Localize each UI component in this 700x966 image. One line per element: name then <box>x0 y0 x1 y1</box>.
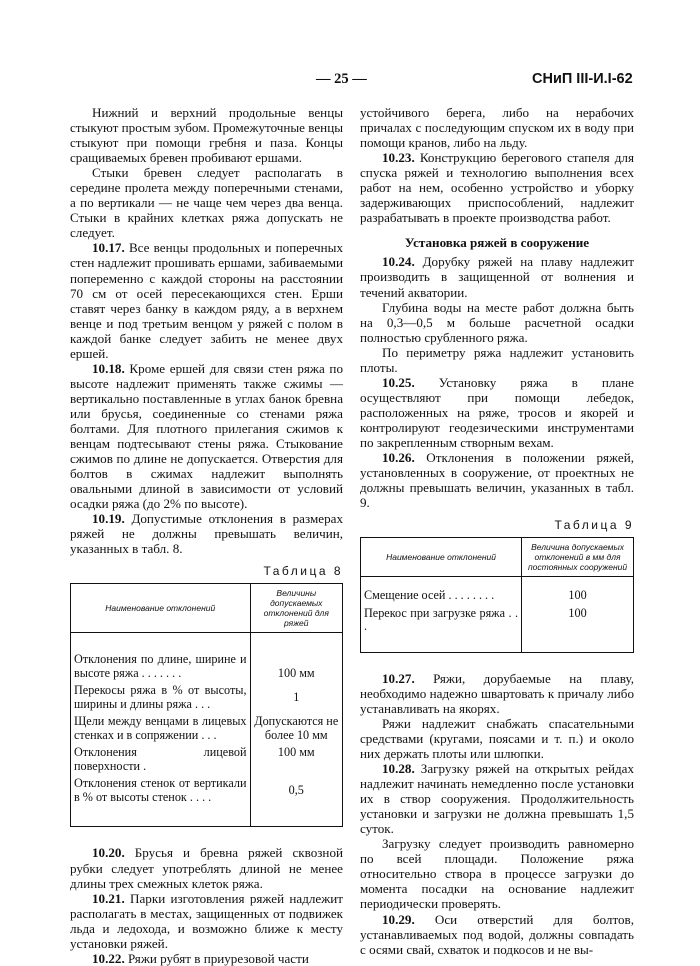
page-number: — 25 — <box>316 71 367 87</box>
clause-number: 10.19. <box>92 511 125 527</box>
clause-text: Брусья и бревна ряжей сквозной рубки следует употреблять длиной не менее длины трех смежных клеток ряжа. <box>70 845 343 891</box>
clause-text: Ряжи, дорубаемые на плаву, необходимо надежно швартовать к причалу либо устанавливать на якорях. <box>360 670 634 716</box>
paragraph-10-25 <box>360 375 634 450</box>
paragraph-10-28 <box>360 761 634 836</box>
table-row <box>71 651 343 682</box>
clause-number: 10.29. <box>382 911 415 927</box>
clause-text: Отклонения в положении ряжей, установленных в сооружение, от проектных не должны превышать величин, указанных в табл. 9. <box>360 450 634 511</box>
table-cell: 100 <box>522 587 634 605</box>
table-cell: 100 мм <box>250 744 342 775</box>
paragraph: Ряжи надлежит снабжать спасательными средствами (кругами, поясами и т. п.) и около них держать плоты или шлюпки. <box>360 715 634 761</box>
table-cell: Перекос при загрузке ряжа . . . <box>361 605 522 636</box>
clause-number: 10.17. <box>92 240 125 256</box>
clause-text: Все венцы продольных и поперечных стен надлежит прошивать ершами, забиваемыми попеременно с каждой стороны на расстоянии 70 см от осей пересекающихся стен. Ерши ставят через банку в каждом ряду, а в верхнем венце и под третьим венцом у ряжей с полом в каждой банке следует забить не менее двух ершей. <box>70 240 343 361</box>
table-8-caption: Таблица 8 <box>263 564 343 579</box>
table-cell: Отклонения по длине, ширине и высоте ряжа . . . . . . . <box>71 651 251 682</box>
clause-number: 10.18. <box>92 360 125 376</box>
paragraph: Глубина воды на месте работ должна быть на 0,3—0,5 м больше расчетной осадки полностью срубленного ряжа. <box>360 299 634 345</box>
clause-text: Парки изготовления ряжей надлежит располагать в местах, защищенных от подвижек льда и ледохода, и возможно ближе к месту установки ряжей. <box>70 890 343 951</box>
paragraph: устойчивого берега, либо на нерабочих причалах с последующим спуском их в воду при помощи кранов, либо на льду. <box>360 105 634 151</box>
table-cell: Перекосы ряжа в % от высоты, ширины и длины ряжа . . . <box>71 682 251 713</box>
table-cell: Отклонения стенок от вертикали в % от высоты стенок . . . . <box>71 775 251 806</box>
clause-text: Установку ряжа в плане осуществляют при помощи лебедок, расположенных на ряже, тросов и якорей и контролируют геодезическими инструментами по закрепленным створным вехам. <box>360 374 634 450</box>
table-9 <box>360 537 634 653</box>
document-code: СНиП III-И.I-62 <box>532 71 633 87</box>
table-row <box>71 713 343 744</box>
table-header: Величины допускаемых отклонений для ряжей <box>250 584 342 633</box>
paragraph-10-26 <box>360 450 634 510</box>
clause-number: 10.21. <box>92 890 125 906</box>
table-cell: Отклонения лицевой поверхности . <box>71 744 251 775</box>
left-column <box>70 105 343 966</box>
clause-number: 10.26. <box>382 450 415 466</box>
paragraph-10-29 <box>360 912 634 957</box>
clause-number: 10.24. <box>382 254 415 270</box>
paragraph-10-22 <box>70 951 343 966</box>
clause-text: Загрузку ряжей на открытых рейдах надлежит начинать немедленно после установки их в створ сооружения. Продолжительность установки и загрузки не должна превышать 1,5 суток. <box>360 761 634 837</box>
table-row <box>361 587 634 605</box>
paragraph-10-23 <box>360 150 634 225</box>
table-row <box>71 682 343 713</box>
paragraph: Загрузку следует производить равномерно по всей площади. Положение ряжа относительно створа в процессе загрузки до момента посадки на основание надлежит периодически проверять. <box>360 836 634 912</box>
table-cell: Щели между венцами в лицевых стенках и в сопряжении . . . <box>71 713 251 744</box>
table-cell: Смещение осей . . . . . . . . <box>361 587 522 605</box>
clause-number: 10.27. <box>382 670 415 686</box>
clause-text: Конструкцию берегового стапеля для спуска ряжей и технологию выполнения всех работ на нем, особенно устройство и уборку задерживающих приспособлений, надлежит разрабатывать в проекте производства работ. <box>360 150 634 226</box>
table-cell: 1 <box>250 682 342 713</box>
table-row <box>71 744 343 775</box>
section-title: Установка ряжей в сооружение <box>404 235 590 251</box>
paragraph-10-24 <box>360 254 634 299</box>
paragraph-10-21 <box>70 891 343 951</box>
clause-text: Ряжи рубят в приурезовой части <box>124 950 309 966</box>
table-8 <box>70 583 343 827</box>
right-column <box>360 105 634 957</box>
clause-text: Дорубку ряжей на плаву надлежит производить в защищенной от волнения и течений акватории. <box>360 254 634 300</box>
paragraph: Стыки бревен следует располагать в середине пролета между поперечными стенами, а по вертикали — не чаще чем через два венца. Стыки в крайних клетках ряжа допускать не следует. <box>70 165 343 241</box>
table-cell: Допускаются не более 10 мм <box>250 713 342 744</box>
clause-text: Кроме ершей для связи стен ряжа по высоте надлежит применять также сжимы — вертикально поставленные в углах банок бревна или брусья, соединенные со стенами ряжа болтами. Для плотного прилегания сжимов к венцам подтесывают стены ряжа. Стыкование сжимов по длине не допускается. Отверстия для болтов в сжимах надлежит выполнять овальными длиной в зависимости от условий осадки ряжа (до 2% по высоте). <box>70 360 343 512</box>
table-header: Наименование отклонений <box>71 584 251 633</box>
clause-number: 10.23. <box>382 150 415 166</box>
paragraph: По периметру ряжа надлежит установить плоты. <box>360 344 634 375</box>
table-cell: 100 <box>522 605 634 636</box>
clause-text: Оси отверстий для болтов, устанавливаемых под водой, должны совпадать с осями свай, схваток и подкосов и не вы- <box>360 911 634 957</box>
clause-text: Допустимые отклонения в размерах ряжей не должны превышать величин, указанных в табл. 8. <box>70 511 343 557</box>
table-row <box>71 775 343 806</box>
clause-number: 10.28. <box>382 761 415 777</box>
paragraph: Нижний и верхний продольные венцы стыкуют простым зубом. Промежуточные венцы стыкуют при помощи гребня и паза. Концы сращиваемых бревен пробивают ершами. <box>70 105 343 166</box>
table-9-caption: Таблица 9 <box>554 518 634 533</box>
table-cell: 0,5 <box>250 775 342 806</box>
table-header: Наименование отклонений <box>361 538 522 577</box>
clause-number: 10.25. <box>382 374 415 390</box>
table-row <box>361 605 634 636</box>
clause-number: 10.22. <box>92 950 125 966</box>
paragraph-10-17 <box>70 240 343 360</box>
table-header: Величина допускаемых отклонений в мм для постоянных сооружений <box>522 538 634 577</box>
paragraph-10-27 <box>360 671 634 716</box>
paragraph-10-20 <box>70 845 343 890</box>
paragraph-10-18 <box>70 361 343 511</box>
clause-number: 10.20. <box>92 845 125 861</box>
table-cell: 100 мм <box>250 651 342 682</box>
paragraph-10-19 <box>70 511 343 556</box>
